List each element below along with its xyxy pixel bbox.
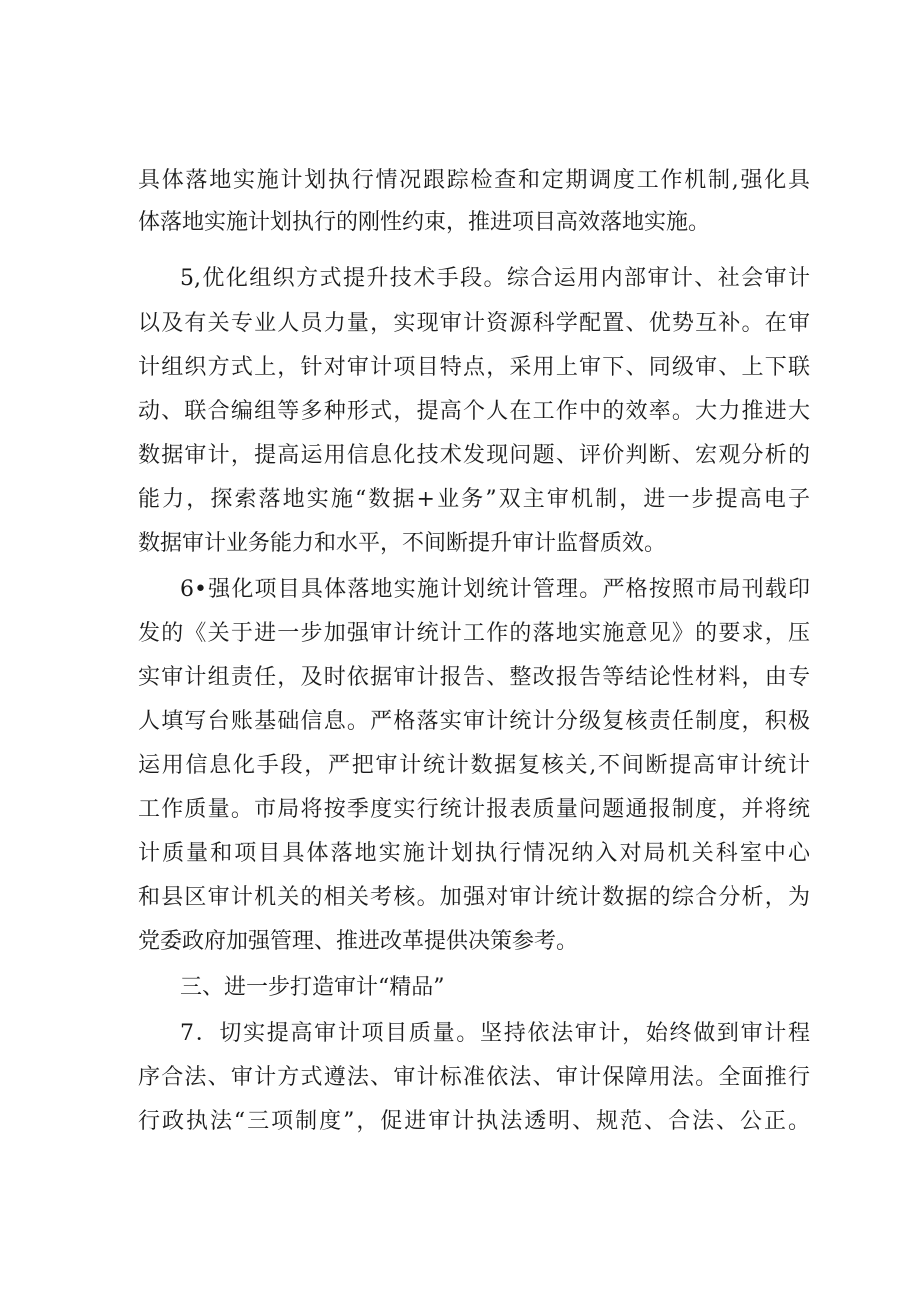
text-line-4: 以及有关专业人员力量，实现审计资源科学配置、优势互补。在审 [138,311,810,336]
text-line-14: 运用信息化手段，严把审计统计数据复核关,不间断提高审计统计 [138,753,810,778]
text-line-6: 动、联合编组等多种形式，提高个人在工作中的效率。大力推进大 [138,399,810,424]
text-line-13: 人填写台账基础信息。严格落实审计统计分级复核责任制度，积极 [138,709,810,734]
text-line-5: 计组织方式上，针对审计项目特点，采用上审下、同级审、上下联 [138,355,810,380]
text-line-21: 序合法、审计方式遵法、审计标准依法、审计保障用法。全面推行 [138,1065,810,1090]
text-line-16: 计质量和项目具体落地实施计划执行情况纳入对局机关科室中心 [138,841,810,866]
text-line-22: 行政执法“三项制度”，促进审计执法透明、规范、合法、公正。 [138,1109,810,1134]
paragraph-7-heading-line: 7．切实提高审计项目质量。坚持依法审计，始终做到审计程 [180,1021,810,1046]
text-line-7: 数据审计，提高运用信息化技术发现问题、评价判断、宏观分析的 [138,443,810,468]
text-line-8: 能力，探索落地实施“数据+业务”双主审机制，进一步提高电子 [138,487,810,512]
text-line-2: 体落地实施计划执行的刚性约束，推进项目高效落地实施。 [138,210,711,235]
text-line-15: 工作质量。市局将按季度实行统计报表质量问题通报制度，并将统 [138,797,810,822]
paragraph-6-heading-line: 6•强化项目具体落地实施计划统计管理。严格按照市局刊载印 [180,577,810,602]
text-line-18: 党委政府加强管理、推进改革提供决策参考。 [138,929,579,954]
text-line-17: 和县区审计机关的相关考核。加强对审计统计数据的综合分析，为 [138,885,810,910]
paragraph-5-heading-line: 5,优化组织方式提升技术手段。综合运用内部审计、社会审计 [180,266,810,291]
text-line-9: 数据审计业务能力和水平，不间断提升审计监督质效。 [138,531,667,556]
text-line-12: 实审计组责任，及时依据审计报告、整改报告等结论性材料，由专 [138,665,810,690]
text-line-11: 发的《关于进一步加强审计统计工作的落地实施意见》的要求，压 [138,621,810,646]
section-3-heading: 三、进一步打造审计“精品” [180,975,445,1000]
text-line-1: 具体落地实施计划执行情况跟踪检查和定期调度工作机制,强化具 [138,168,810,193]
